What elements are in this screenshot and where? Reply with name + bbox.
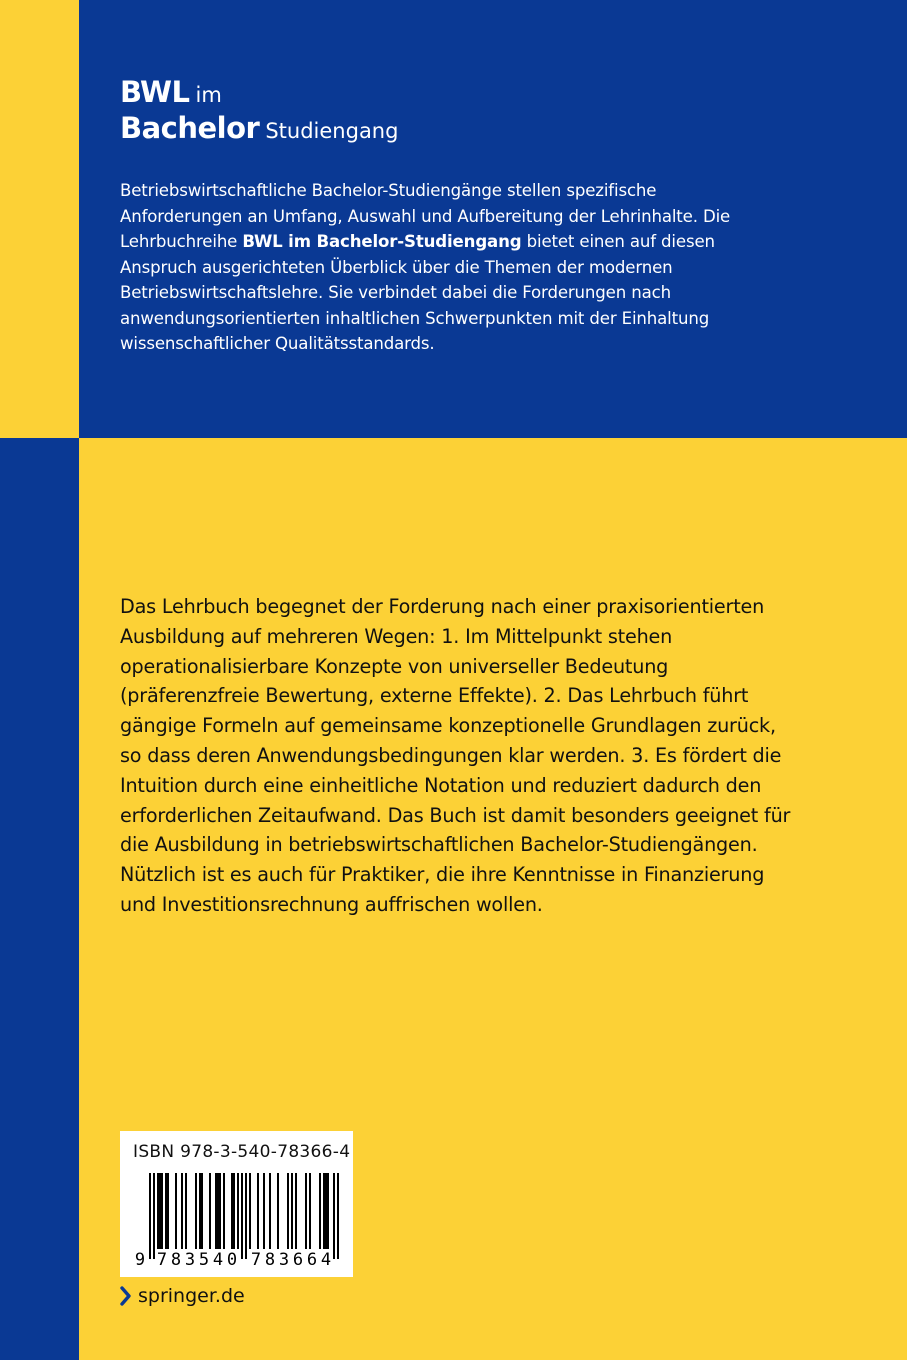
barcode-digit: 3 <box>184 1250 196 1267</box>
barcode-digit: 9 <box>134 1250 146 1267</box>
barcode-bar <box>325 1173 327 1249</box>
barcode-bar <box>185 1173 187 1249</box>
yellow-corner-top-left <box>0 0 79 438</box>
barcode-bar <box>319 1173 321 1249</box>
barcode-bar <box>195 1173 197 1249</box>
publisher-link[interactable] <box>120 1285 245 1307</box>
blurb-text-end: bietet einen auf diesen Anspruch ausgerichteten Überblick über die Themen der modernen Betriebswirtschaftslehre. Sie verbindet dabei die Forderungen nach anwendungsorientierten inhaltlichen Schwerpunkten mit der Einhaltung wissenschaftlicher Qualitätsstandards. <box>120 232 715 353</box>
barcode-digit: 8 <box>170 1250 182 1267</box>
barcode-digit: 6 <box>306 1250 318 1267</box>
chevron-right-icon <box>120 1286 132 1306</box>
series-title-bachelor: Bachelor <box>120 111 260 145</box>
series-title-bwl: BWL <box>120 75 190 109</box>
isbn-barcode-box <box>120 1131 353 1277</box>
series-title-studiengang: Studiengang <box>265 119 399 143</box>
barcode-bar <box>159 1173 161 1249</box>
barcode-bar <box>149 1173 151 1259</box>
series-title <box>120 75 399 150</box>
barcode-bar <box>249 1173 251 1249</box>
barcode-bar <box>263 1173 265 1249</box>
barcode-bar <box>167 1173 169 1249</box>
barcode-bar <box>269 1173 271 1249</box>
barcode-bar <box>157 1173 159 1249</box>
barcode-bar <box>245 1173 247 1259</box>
barcode-bar <box>241 1173 243 1259</box>
barcode-digit: 0 <box>226 1250 238 1267</box>
barcode-bar <box>337 1173 339 1259</box>
barcode-bar <box>233 1173 235 1249</box>
series-blurb <box>120 178 780 357</box>
barcode-bar <box>295 1173 297 1249</box>
barcode-bar <box>237 1173 239 1249</box>
barcode-digit: 5 <box>198 1250 210 1267</box>
barcode-bar <box>215 1173 217 1249</box>
barcode-bar <box>323 1173 325 1249</box>
barcode-bar <box>231 1173 233 1249</box>
book-description: Das Lehrbuch begegnet der Forderung nach einer praxisorientierten Ausbildung auf mehreren Wegen: 1. Im Mittelpunkt stehen operationalisierbare Konzepte von universeller Bedeutung (präferenzfreie Bewertung, externe Effekte). 2. Das Lehrbuch führt gängige Formeln auf gemeinsame konzeptionelle Grundlagen zurück, so dass deren Anwendungsbedingungen klar werden. 3. Es fördert die Intuition durch eine einheitliche Notation und reduziert dadurch den erforderlichen Zeitaufwand. Das Buch ist damit besonders geeignet für die Ausbildung in betriebswirtschaftlichen Bachelor-Studiengängen. Nützlich ist es auch für Praktiker, die ihre Kenntnisse in Finanzierung und Investitionsrechnung auffrischen wollen. <box>120 595 791 916</box>
barcode-bar <box>217 1173 219 1249</box>
barcode-bar <box>223 1173 225 1249</box>
series-title-im: im <box>195 83 222 107</box>
blue-strip-left <box>0 438 79 1360</box>
barcode-bar <box>333 1173 335 1259</box>
publisher-url: springer.de <box>138 1285 245 1307</box>
isbn-label: ISBN 978-3-540-78366-4 <box>133 1142 351 1162</box>
blurb-text-start: Betriebswirtschaftliche Bachelor-Studiengänge stellen spezifische Anforderungen an Umfang, Auswahl und Aufbereitung der Lehrinhalte. Die Lehrbuchreihe <box>120 181 731 251</box>
barcode-bar <box>277 1173 279 1249</box>
barcode-digit: 3 <box>278 1250 290 1267</box>
barcode-bar <box>161 1173 163 1249</box>
barcode-bar <box>257 1173 259 1249</box>
barcode-bar <box>199 1173 201 1249</box>
barcode-bar <box>219 1173 221 1249</box>
barcode-bar <box>165 1173 167 1249</box>
barcode-digit: 6 <box>292 1250 304 1267</box>
barcode <box>134 1173 340 1267</box>
barcode-digit: 4 <box>212 1250 224 1267</box>
barcode-bar <box>181 1173 183 1249</box>
barcode-bar <box>201 1173 203 1249</box>
barcode-digit: 4 <box>320 1250 332 1267</box>
barcode-digit: 8 <box>264 1250 276 1267</box>
blurb-series-name: BWL im Bachelor-Studiengang <box>242 232 522 251</box>
barcode-bar <box>291 1173 293 1249</box>
barcode-bar <box>209 1173 211 1249</box>
barcode-bar <box>309 1173 311 1249</box>
barcode-bar <box>287 1173 289 1249</box>
barcode-digit: 7 <box>250 1250 262 1267</box>
barcode-bar <box>153 1173 155 1259</box>
barcode-digit: 7 <box>156 1250 168 1267</box>
barcode-bar <box>305 1173 307 1249</box>
barcode-bar <box>175 1173 177 1249</box>
barcode-bar <box>327 1173 329 1249</box>
